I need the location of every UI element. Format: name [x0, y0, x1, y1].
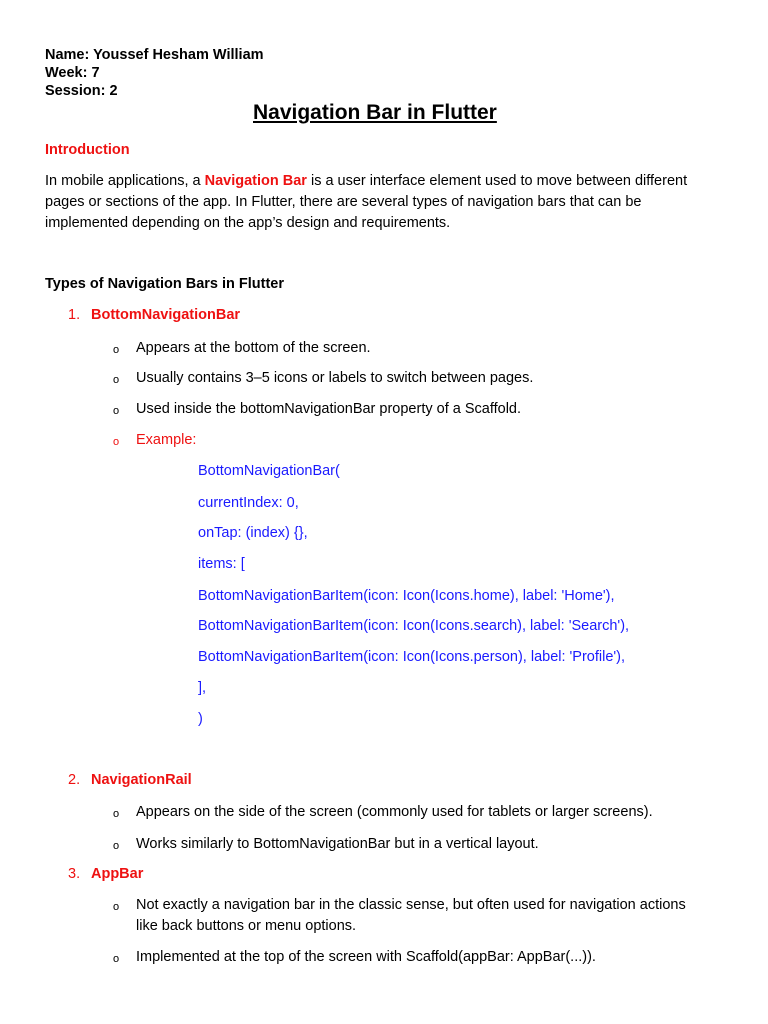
author-name: Name: Youssef Hesham William — [45, 47, 264, 63]
intro-paragraph-line2: pages or sections of the app. In Flutter, there are several types of navigation bars that can be — [45, 194, 642, 210]
section1-bullet-1: Appears at the bottom of the screen. — [136, 340, 371, 356]
section1-bullet-3: Used inside the bottomNavigationBar property of a Scaffold. — [136, 401, 522, 417]
section2-number: 2. — [68, 772, 81, 788]
intro-text: is a user interface element used to move between different — [306, 173, 688, 189]
bullet-icon: o — [113, 808, 120, 820]
section2-title: NavigationRail — [91, 772, 192, 788]
bullet-icon: o — [113, 840, 120, 852]
section3-bullet-2: Implemented at the top of the screen with Scaffold(appBar: AppBar(...)). — [136, 949, 596, 965]
section2-bullet-2: Works similarly to BottomNavigationBar but in a vertical layout. — [136, 836, 539, 852]
intro-text: In mobile applications, a — [45, 173, 205, 189]
section1-example-label: Example: — [136, 432, 197, 448]
code-line: items: [ — [198, 556, 245, 572]
section1-bullet-2: Usually contains 3–5 icons or labels to switch between pages. — [136, 370, 534, 386]
code-line: ], — [198, 680, 207, 696]
section3-number: 3. — [68, 866, 81, 882]
document-title: Navigation Bar in Flutter — [253, 101, 497, 124]
code-line: currentIndex: 0, — [198, 495, 299, 511]
bullet-icon: o — [113, 374, 120, 386]
bullet-icon: o — [113, 344, 120, 356]
code-line: BottomNavigationBarItem(icon: Icon(Icons.home), label: 'Home'), — [198, 588, 615, 604]
week-label: Week: 7 — [45, 65, 100, 81]
code-line: BottomNavigationBarItem(icon: Icon(Icons.person), label: 'Profile'), — [198, 649, 626, 665]
intro-heading: Introduction — [45, 142, 130, 158]
intro-paragraph-line1 — [45, 173, 687, 189]
session-label: Session: 2 — [45, 83, 118, 99]
code-line: BottomNavigationBarItem(icon: Icon(Icons.search), label: 'Search'), — [198, 618, 630, 634]
code-line: ) — [198, 711, 203, 727]
bullet-icon: o — [113, 436, 120, 448]
section1-number: 1. — [68, 307, 81, 323]
code-line: onTap: (index) {}, — [198, 525, 308, 541]
intro-highlight: Navigation Bar — [204, 173, 307, 189]
intro-paragraph-line3: implemented depending on the app’s design and requirements. — [45, 215, 451, 231]
code-line: BottomNavigationBar( — [198, 463, 340, 479]
section3-title: AppBar — [91, 866, 144, 882]
section3-bullet-1-line2: like back buttons or menu options. — [136, 918, 357, 934]
bullet-icon: o — [113, 405, 120, 417]
types-heading: Types of Navigation Bars in Flutter — [45, 276, 285, 292]
section1-title: BottomNavigationBar — [91, 307, 241, 323]
section2-bullet-1: Appears on the side of the screen (commonly used for tablets or larger screens). — [136, 804, 653, 820]
section3-bullet-1-line1: Not exactly a navigation bar in the classic sense, but often used for navigation actions — [136, 897, 686, 913]
bullet-icon: o — [113, 953, 120, 965]
bullet-icon: o — [113, 901, 120, 913]
